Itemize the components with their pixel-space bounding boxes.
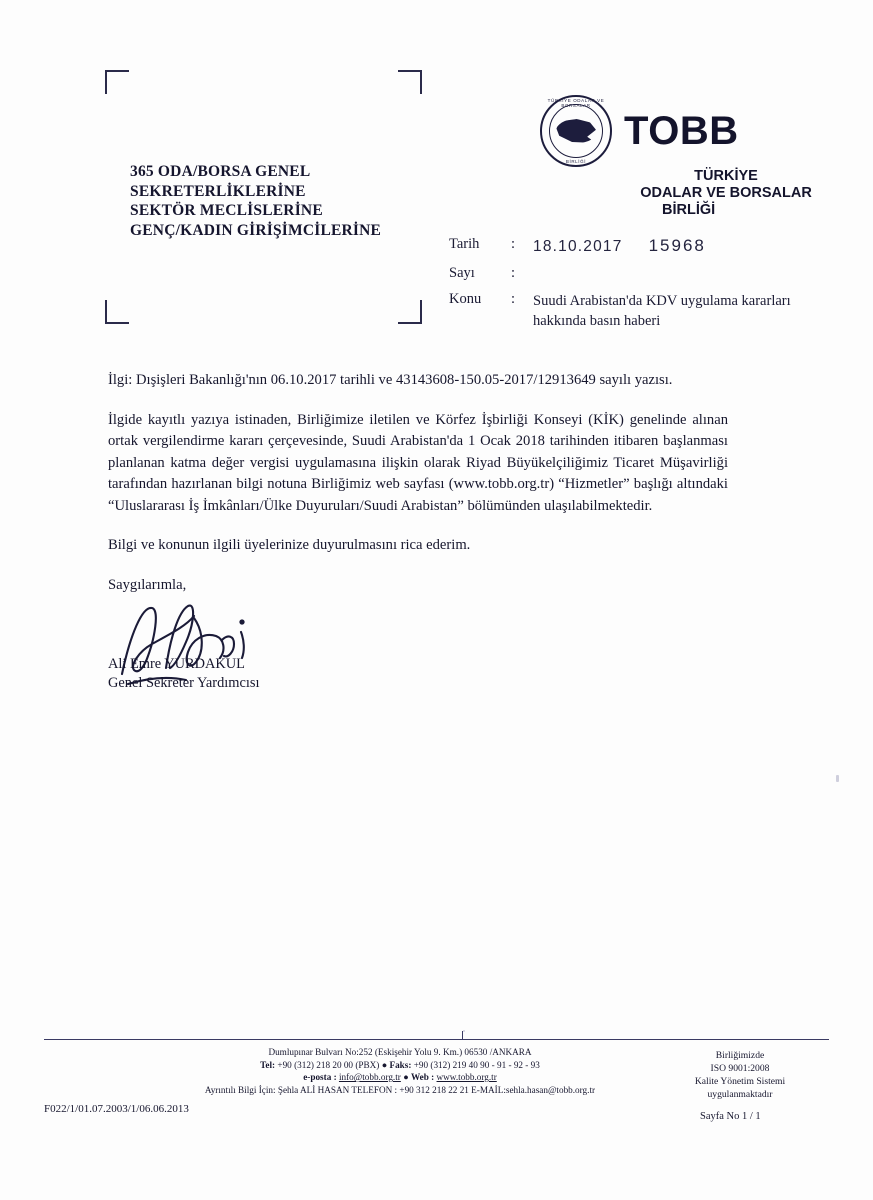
- footer-phone: +90 (312) 218 20 00 (PBX): [277, 1059, 380, 1070]
- date-label: Tarih: [449, 236, 480, 252]
- date-stamp: 18.10.2017: [533, 238, 623, 255]
- scan-artifact: [463, 1030, 465, 1032]
- footer-divider: [44, 1039, 829, 1040]
- request-paragraph: Bilgi ve konunun ilgili üyelerinize duyurulmasını rica ederim.: [108, 537, 471, 553]
- sayi-label: Sayı: [449, 265, 475, 281]
- footer-fax: +90 (312) 219 40 90 - 91 - 92 - 93: [413, 1059, 540, 1070]
- addressee-line-2: SEKRETERLİKLERİNE: [130, 182, 306, 200]
- footer-address: Dumlupınar Bulvarı No:252 (Eskişehir Yolu 9. Km.) 06530 /ANKARA: [268, 1047, 532, 1057]
- signatory-block: [108, 655, 259, 693]
- addressee-line-3: SEKTÖR MECLİSLERİNE: [130, 202, 323, 219]
- meta-row-date: [449, 236, 813, 256]
- sayi-colon: :: [511, 265, 516, 281]
- footer-divider-tick: [462, 1031, 463, 1039]
- signatory-title: Genel Sekreter Yardımcısı: [108, 675, 260, 691]
- quality-line-2: ISO 9001:2008: [710, 1063, 770, 1074]
- body-paragraph-1: İlgide kayıtlı yazıya istinaden, Birliğimize iletilen ve Körfez İşbirliği Konseyi (KİK) genelinde alınan ortak vergilendirme kararı çerçevesinde, Suudi Arabistan'da 1 Ocak 2018 tarihinden itibaren başlanması planlanan katma değer vergisi uygulamasına ilişkin olarak Riyad Büyükelçiliğimiz Ticaret Müşavirliği tarafından hazırlanan bilgi notuna Birliğimiz web sayfası (www.tobb.org.tr) “Hizmetler” başlığı altındaki “Uluslararası İş İmkânları/Ülke Duyuruları/Suudi Arabistan” bölümünden ulaşılabilmektedir.: [108, 411, 728, 514]
- footer-bullet-1: ●: [381, 1059, 388, 1070]
- scan-artifact: [836, 775, 839, 782]
- organization-name: [626, 168, 826, 219]
- quality-certificate-note: [655, 1049, 825, 1101]
- footer-email[interactable]: info@tobb.org.tr: [338, 1072, 401, 1083]
- quality-line-1: Birliğimizde: [715, 1050, 765, 1061]
- subject-value: Suudi Arabistan'da KDV uygulama kararları hakkında basın haberi: [533, 293, 791, 329]
- form-code: F022/1/01.07.2003/1/06.06.2013: [44, 1103, 189, 1115]
- registration-mark-bottom-left: [105, 300, 129, 324]
- meta-row-subject: [449, 291, 813, 331]
- emblem-ring-text-top: TÜRKİYE ODALAR VE BORSALAR: [547, 98, 605, 108]
- addressee-block: [130, 162, 381, 240]
- registration-mark-bottom-right: [398, 300, 422, 324]
- addressee-line-4: GENÇ/KADIN GİRİŞİMCİLERİNE: [130, 221, 382, 239]
- document-meta: [449, 236, 813, 340]
- registration-mark-top-right: [398, 70, 422, 94]
- letter-body: [108, 370, 728, 614]
- footer-detail: Ayrıntılı Bilgi İçin: Şehla ALİ HASAN TELEFON : +90 312 218 22 21 E-MAİL:sehla.hasan@tobb.org.tr: [204, 1084, 596, 1095]
- date-value-wrap: [533, 236, 706, 256]
- page-number: Sayfa No 1 / 1: [700, 1111, 761, 1122]
- signoff-text: Saygılarımla,: [108, 576, 187, 593]
- footer-web-label: Web :: [411, 1072, 435, 1083]
- addressee-line-1: 365 ODA/BORSA GENEL: [130, 163, 311, 180]
- document-number-stamp: 15968: [648, 236, 706, 255]
- organization-name-line-3: BİRLİĞİ: [662, 202, 716, 218]
- meta-row-sayi: [449, 265, 813, 282]
- subject-label: Konu: [449, 291, 482, 307]
- registration-mark-top-left: [105, 70, 129, 94]
- reference-paragraph: İlgi: Dışişleri Bakanlığı'nın 06.10.2017 tarihli ve 43143608-150.05-2017/12913649 sayılı yazısı.: [108, 372, 673, 388]
- footer-fax-label: Faks:: [389, 1059, 412, 1070]
- quality-line-3: Kalite Yönetim Sistemi: [694, 1076, 786, 1087]
- quality-line-4: uygulanmaktadır: [707, 1089, 773, 1100]
- footer-bullet-2: ●: [403, 1072, 409, 1083]
- date-colon: :: [511, 236, 516, 252]
- footer-phone-label: Tel:: [260, 1059, 276, 1070]
- tobb-emblem-icon: [540, 95, 612, 167]
- subject-colon: :: [511, 291, 516, 307]
- footer-email-label: e-posta :: [303, 1072, 337, 1083]
- signatory-name: Ali Emre YURDAKUL: [108, 656, 245, 672]
- footer-contact: [150, 1046, 650, 1096]
- footer-web[interactable]: www.tobb.org.tr: [436, 1072, 497, 1083]
- organization-name-line-2: ODALAR VE BORSALAR: [640, 185, 812, 201]
- organization-name-line-1: TÜRKİYE: [694, 168, 758, 184]
- organization-logo: [540, 95, 800, 167]
- emblem-ring-text-bottom: BİRLİĞİ: [565, 159, 587, 164]
- logo-wordmark: TOBB: [624, 109, 739, 153]
